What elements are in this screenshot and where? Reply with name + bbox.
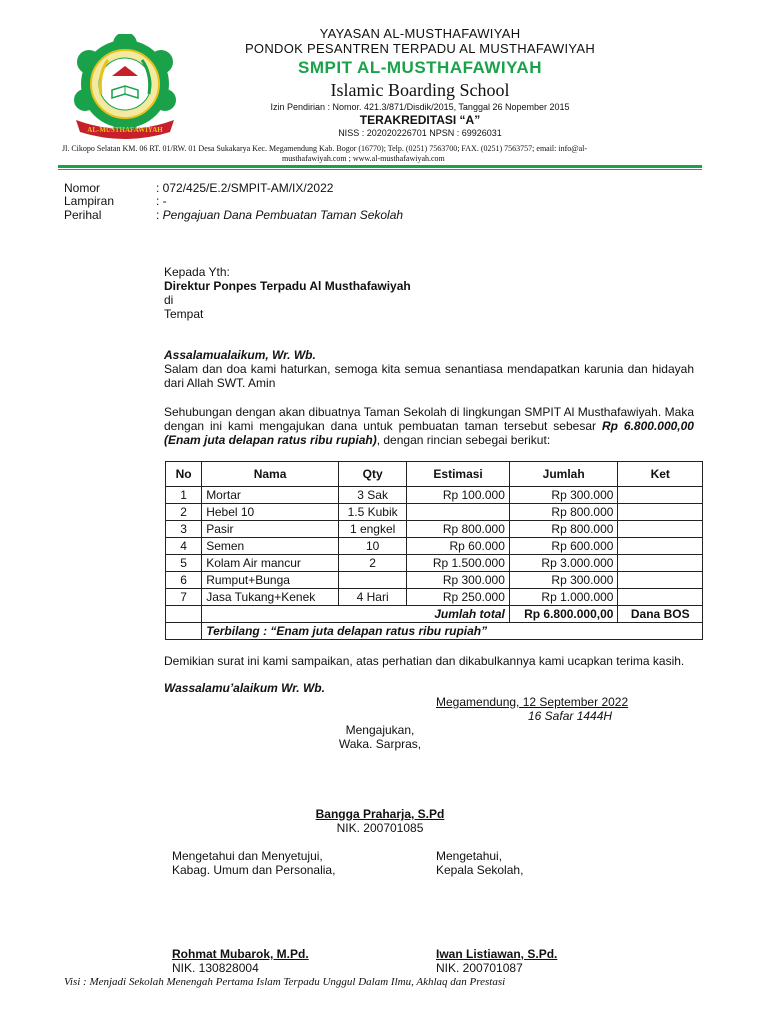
school-name: SMPIT AL-MUSTHAFAWIYAH bbox=[298, 58, 542, 77]
school-logo-icon bbox=[68, 34, 182, 140]
cell-jumlah: Rp 3.000.000 bbox=[509, 555, 618, 572]
right-signer-line-1: Mengetahui, bbox=[436, 849, 503, 863]
accreditation: TERAKREDITASI “A” bbox=[359, 113, 481, 127]
cell-estimasi: Rp 100.000 bbox=[407, 487, 510, 504]
address-line-1: Jl. Cikopo Selatan KM. 06 RT. 01/RW. 01 Desa Sukakarya Kec. Megamendung Kab. Bogor (16770); Telp. (0251) 7563700; FAX. (0251) 7563757; email: info@al- bbox=[62, 144, 588, 153]
farewell: Wassalamu’alaikum Wr. Wb. bbox=[164, 681, 325, 695]
col-no: No bbox=[166, 462, 202, 487]
cell-nama: Pasir bbox=[202, 521, 339, 538]
table-row bbox=[166, 504, 703, 521]
school-address bbox=[62, 144, 692, 164]
cell-estimasi: Rp 250.000 bbox=[407, 589, 510, 606]
total-note: Dana BOS bbox=[618, 606, 703, 623]
header-rule-thin bbox=[58, 169, 702, 170]
recipient-block bbox=[164, 265, 411, 321]
total-label: Jumlah total bbox=[202, 606, 510, 623]
left-signer-name: Rohmat Mubarok, M.Pd. bbox=[172, 947, 309, 961]
permit-info: Izin Pendirian : Nomor. 421.3/871/Disdik/2015, Tanggal 26 Nopember 2015 bbox=[270, 102, 570, 112]
school-subtitle: Islamic Boarding School bbox=[330, 80, 510, 100]
table-row bbox=[166, 538, 703, 555]
cell-estimasi bbox=[407, 504, 510, 521]
budget-table bbox=[165, 461, 703, 640]
cell-empty bbox=[166, 606, 202, 623]
proposer-line-2: Waka. Sarpras, bbox=[338, 737, 422, 751]
logo-ribbon-text: AL-MUSTHAFAWIYAH bbox=[87, 126, 163, 134]
cell-ket bbox=[618, 521, 703, 538]
cell-ket bbox=[618, 555, 703, 572]
cell-no: 4 bbox=[166, 538, 202, 555]
right-signer-name: Iwan Listiawan, S.Pd. bbox=[436, 947, 558, 961]
right-signer-line-2: Kepala Sekolah, bbox=[436, 863, 524, 877]
cell-qty: 1 engkel bbox=[338, 521, 406, 538]
paragraph-2-a: Sehubungan dengan akan dibuatnya Taman Sekolah di lingkungan SMPIT Al Musthafawiyah. Maka dengan ini kami mengajukan dana untuk pembuatan taman tersebut sebesar bbox=[164, 405, 694, 433]
meta-nomor bbox=[64, 181, 333, 195]
cell-estimasi: Rp 1.500.000 bbox=[407, 555, 510, 572]
cell-empty bbox=[166, 623, 202, 640]
col-nama: Nama bbox=[202, 462, 339, 487]
cell-no: 3 bbox=[166, 521, 202, 538]
cell-jumlah: Rp 300.000 bbox=[509, 572, 618, 589]
address-line-2: musthafawiyah.com ; www.al-musthafawiyah.com bbox=[282, 154, 445, 163]
table-terbilang-row bbox=[166, 623, 703, 640]
foundation-name: YAYASAN AL-MUSTHAFAWIYAH bbox=[319, 26, 521, 41]
cell-estimasi: Rp 300.000 bbox=[407, 572, 510, 589]
cell-jumlah: Rp 600.000 bbox=[509, 538, 618, 555]
recipient-line-3: di bbox=[164, 293, 174, 307]
cell-qty bbox=[338, 572, 406, 589]
cell-qty: 1.5 Kubik bbox=[338, 504, 406, 521]
table-row bbox=[166, 572, 703, 589]
lampiran-value: : - bbox=[156, 194, 167, 208]
total-value: Rp 6.800.000,00 bbox=[509, 606, 618, 623]
table-row bbox=[166, 521, 703, 538]
pesantren-name: PONDOK PESANTREN TERPADU AL MUSTHAFAWIYAH bbox=[244, 41, 596, 56]
perihal-label: Perihal bbox=[64, 208, 102, 222]
greeting: Assalamualaikum, Wr. Wb. bbox=[164, 348, 316, 362]
cell-jumlah: Rp 800.000 bbox=[509, 521, 618, 538]
col-estimasi: Estimasi bbox=[407, 462, 510, 487]
lampiran-label: Lampiran bbox=[64, 194, 115, 208]
cell-nama: Semen bbox=[202, 538, 339, 555]
paragraph-1: Salam dan doa kami haturkan, semoga kita semua senantiasa mendapatkan karunia dan hidayah dari Allah SWT. Amin bbox=[164, 362, 694, 390]
meta-lampiran bbox=[64, 194, 167, 208]
perihal-value: Pengajuan Dana Pembuatan Taman Sekolah bbox=[162, 208, 404, 222]
closing-paragraph: Demikian surat ini kami sampaikan, atas perhatian dan dikabulkannya kami ucapkan terima kasih. bbox=[164, 654, 685, 668]
header-rule bbox=[58, 165, 702, 168]
cell-nama: Mortar bbox=[202, 487, 339, 504]
col-jumlah: Jumlah bbox=[509, 462, 618, 487]
cell-jumlah: Rp 300.000 bbox=[509, 487, 618, 504]
place-date: Megamendung, 12 September 2022 bbox=[436, 695, 629, 709]
col-qty: Qty bbox=[338, 462, 406, 487]
paragraph-2-amount: Rp 6.800.000,00 (Enam juta delapan ratus ribu rupiah) bbox=[164, 419, 694, 447]
proposer-name: Bangga Praharja, S.Pd bbox=[315, 807, 445, 821]
cell-jumlah: Rp 1.000.000 bbox=[509, 589, 618, 606]
cell-qty: 10 bbox=[338, 538, 406, 555]
table-row bbox=[166, 487, 703, 504]
proposer-line-1: Mengajukan, bbox=[345, 723, 415, 737]
nomor-label: Nomor bbox=[64, 181, 101, 195]
cell-ket bbox=[618, 538, 703, 555]
cell-estimasi: Rp 60.000 bbox=[407, 538, 510, 555]
cell-no: 5 bbox=[166, 555, 202, 572]
school-ids: NISS : 202020226701 NPSN : 69926031 bbox=[338, 128, 502, 138]
perihal-colon: : bbox=[156, 208, 163, 222]
cell-ket bbox=[618, 487, 703, 504]
nomor-value: : 072/425/E.2/SMPIT-AM/IX/2022 bbox=[156, 181, 334, 195]
cell-ket bbox=[618, 589, 703, 606]
left-signer-line-1: Mengetahui dan Menyetujui, bbox=[172, 849, 323, 863]
cell-ket bbox=[618, 504, 703, 521]
recipient-line-1: Kepada Yth: bbox=[164, 265, 230, 279]
paragraph-2-c: , dengan rincian sebegai berikut: bbox=[376, 433, 551, 447]
cell-no: 7 bbox=[166, 589, 202, 606]
cell-nama: Jasa Tukang+Kenek bbox=[202, 589, 339, 606]
cell-no: 1 bbox=[166, 487, 202, 504]
left-signer-nik: NIK. 130828004 bbox=[172, 961, 259, 975]
recipient-name: Direktur Ponpes Terpadu Al Musthafawiyah bbox=[164, 279, 411, 293]
cell-nama: Rumput+Bunga bbox=[202, 572, 339, 589]
cell-qty: 4 Hari bbox=[338, 589, 406, 606]
col-ket: Ket bbox=[618, 462, 703, 487]
table-header-row bbox=[166, 462, 703, 487]
cell-no: 2 bbox=[166, 504, 202, 521]
table-total-row bbox=[166, 606, 703, 623]
cell-qty: 3 Sak bbox=[338, 487, 406, 504]
cell-estimasi: Rp 800.000 bbox=[407, 521, 510, 538]
table-row bbox=[166, 555, 703, 572]
footer-vision: Visi : Menjadi Sekolah Menengah Pertama Islam Terpadu Unggul Dalam Ilmu, Akhlaq dan Prestasi bbox=[64, 976, 506, 988]
cell-ket bbox=[618, 572, 703, 589]
cell-no: 6 bbox=[166, 572, 202, 589]
terbilang: Terbilang : “Enam juta delapan ratus ribu rupiah” bbox=[202, 623, 703, 640]
left-signer-line-2: Kabag. Umum dan Personalia, bbox=[172, 863, 336, 877]
meta-perihal bbox=[64, 208, 403, 222]
right-signer-nik: NIK. 200701087 bbox=[436, 961, 523, 975]
paragraph-2 bbox=[164, 405, 694, 447]
proposer-nik: NIK. 200701085 bbox=[336, 821, 424, 835]
table-row bbox=[166, 589, 703, 606]
cell-qty: 2 bbox=[338, 555, 406, 572]
hijri-date: 16 Safar 1444H bbox=[528, 709, 613, 723]
cell-jumlah: Rp 800.000 bbox=[509, 504, 618, 521]
recipient-line-4: Tempat bbox=[164, 307, 204, 321]
cell-nama: Kolam Air mancur bbox=[202, 555, 339, 572]
cell-nama: Hebel 10 bbox=[202, 504, 339, 521]
